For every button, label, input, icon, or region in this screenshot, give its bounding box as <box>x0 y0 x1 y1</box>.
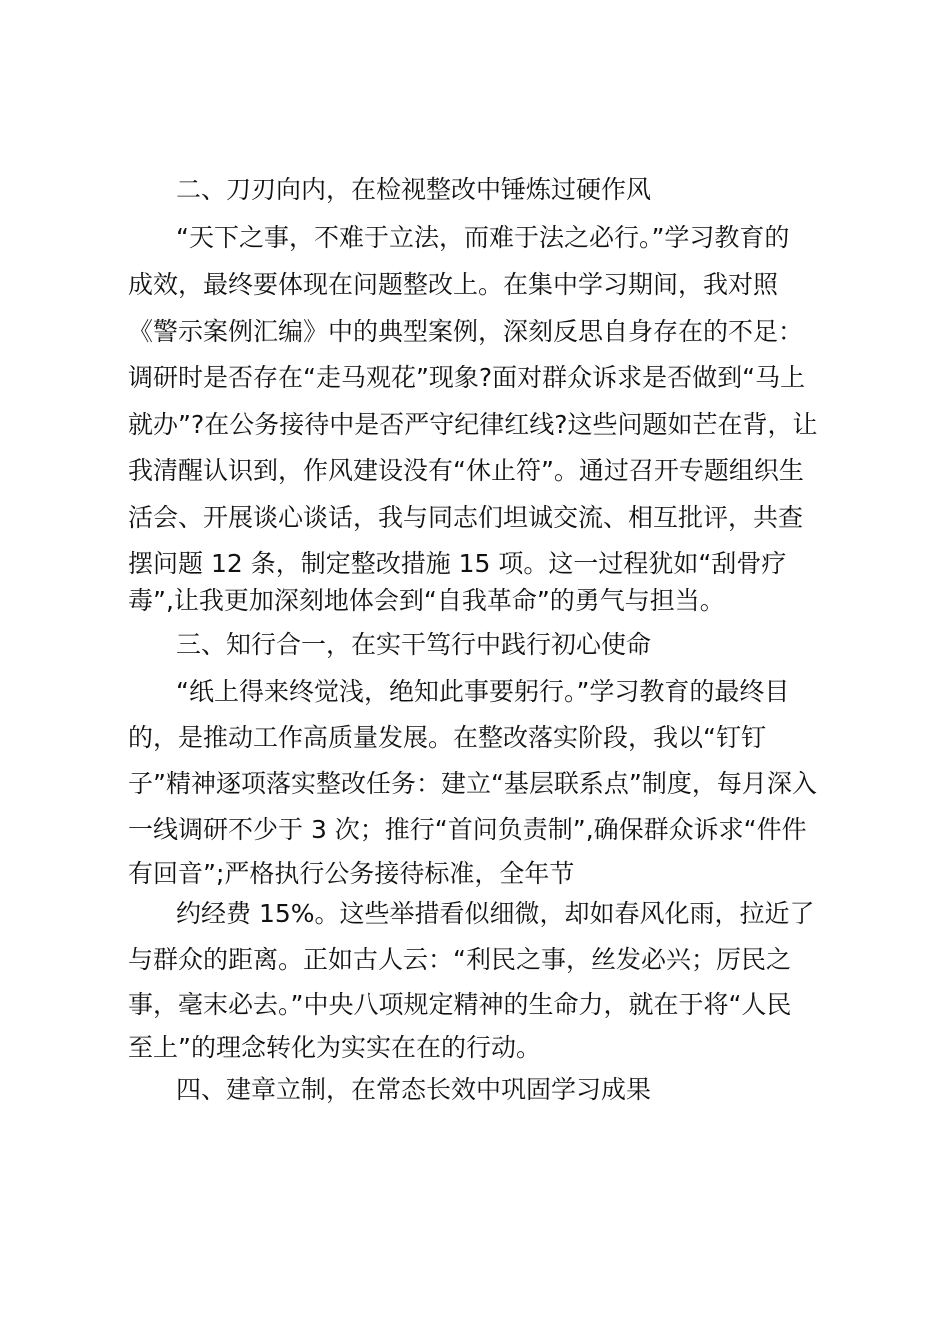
paragraph-line: 毒”,让我更加深刻地体会到“自我革命”的勇气与担当。 <box>128 586 725 615</box>
paragraph-line: 事，毫末必去。”中央八项规定精神的生命力，就在于将“人民 <box>128 990 792 1019</box>
paragraph-line: 子”精神逐项落实整改任务：建立“基层联系点”制度，每月深入 <box>128 769 817 798</box>
paragraph-line: 的，是推动工作高质量发展。在整改落实阶段，我以“钉钉 <box>128 723 766 752</box>
paragraph-line: 《警示案例汇编》中的典型案例，深刻反思自身存在的不足： <box>128 317 804 346</box>
paragraph-line: 与群众的距离。正如古人云：“利民之事，丝发必兴；厉民之 <box>128 945 791 974</box>
section-heading-4: 四、建章立制，在常态长效中巩固学习成果 <box>176 1075 652 1104</box>
paragraph-line: 成效，最终要体现在问题整改上。在集中学习期间，我对照 <box>128 270 779 299</box>
paragraph-line: 约经费 15%。这些举措看似细微，却如春风化雨，拉近了 <box>176 899 815 928</box>
paragraph-line: 就办”?在公务接待中是否严守纪律红线?这些问题如芒在背，让 <box>128 410 818 439</box>
paragraph-line: 有回音”;严格执行公务接待标准，全年节 <box>128 859 575 888</box>
paragraph-line: 我清醒认识到，作风建设没有“休止符”。通过召开专题组织生 <box>128 456 804 485</box>
paragraph-line: “天下之事，不难于立法，而难于法之必行。”学习教育的 <box>176 223 790 252</box>
paragraph-line: 摆问题 12 条，制定整改措施 15 项。这一过程犹如“刮骨疗 <box>128 549 787 578</box>
section-heading-3: 三、知行合一，在实干笃行中践行初心使命 <box>176 630 652 659</box>
paragraph-line: 调研时是否存在“走马观花”现象?面对群众诉求是否做到“马上 <box>128 363 806 392</box>
paragraph-line: 活会、开展谈心谈话，我与同志们坦诚交流、相互批评，共查 <box>128 503 804 532</box>
paragraph-line: 一线调研不少于 3 次；推行“首问负责制”,确保群众诉求“件件 <box>128 815 807 844</box>
section-heading-2: 二、刀刃向内，在检视整改中锤炼过硬作风 <box>176 175 652 204</box>
paragraph-line: 至上”的理念转化为实实在在的行动。 <box>128 1033 541 1062</box>
paragraph-line: “纸上得来终觉浅，绝知此事要躬行。”学习教育的最终目 <box>176 677 790 706</box>
